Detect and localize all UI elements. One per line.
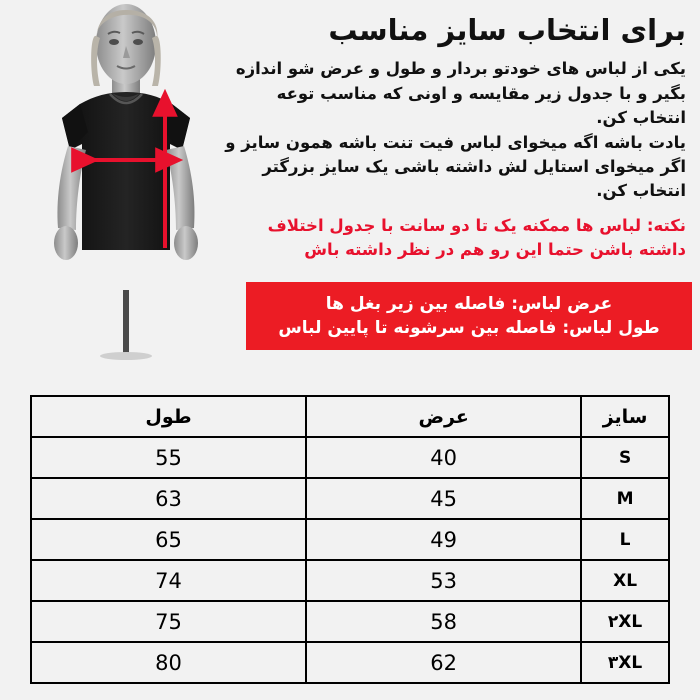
cell-length: 74 (31, 560, 306, 601)
cell-width: 45 (306, 478, 581, 519)
cell-width: 49 (306, 519, 581, 560)
table-row (31, 601, 669, 642)
table-header-size: سایز (581, 396, 669, 437)
table-header-row (31, 396, 669, 437)
cell-length: 75 (31, 601, 306, 642)
intro-text-block (224, 8, 692, 263)
cell-length: 80 (31, 642, 306, 683)
banner-line-width: عرض لباس: فاصله بین زیر بغل ها (325, 294, 613, 315)
cell-size: ۳XL (581, 642, 669, 683)
size-table-container (30, 395, 670, 684)
cell-size: L (581, 519, 669, 560)
cell-length: 55 (31, 437, 306, 478)
cell-length: 63 (31, 478, 306, 519)
cell-size: S (581, 437, 669, 478)
page-title: برای انتخاب سایز مناسب (328, 13, 686, 47)
cell-width: 53 (306, 560, 581, 601)
size-table (30, 395, 670, 684)
cell-width: 58 (306, 601, 581, 642)
intro-paragraph-1: یکی از لباس های خودتو بردار و طول و عرض شو اندازه بگیر و با جدول زیر مقایسه و اونی که مناسب توعه انتخاب کن. (235, 59, 686, 128)
cell-width: 62 (306, 642, 581, 683)
cell-width: 40 (306, 437, 581, 478)
measurement-definition-banner (246, 282, 692, 350)
intro-paragraph-2: یادت باشه اگه میخوای لباس فیت تنت باشه همون سایز و اگر میخوای استایل لش داشته باشی یک سایز بزرگتر انتخاب کن. (225, 132, 686, 201)
table-header-width: عرض (306, 396, 581, 437)
banner-line-length: طول لباس: فاصله بین سرشونه تا پایین لباس (278, 317, 660, 338)
table-row (31, 642, 669, 683)
tshirt-mannequin-illustration (20, 0, 240, 360)
table-row (31, 478, 669, 519)
cell-size: M (581, 478, 669, 519)
table-header-length: طول (31, 396, 306, 437)
note-text: نکته: لباس ها ممکنه یک تا دو سانت با جدول اختلاف داشته باشن حتما این رو هم در نظر داشته باش (267, 215, 686, 260)
table-row (31, 519, 669, 560)
cell-size: XL (581, 560, 669, 601)
table-row (31, 437, 669, 478)
table-row (31, 560, 669, 601)
cell-size: ۲XL (581, 601, 669, 642)
cell-length: 65 (31, 519, 306, 560)
